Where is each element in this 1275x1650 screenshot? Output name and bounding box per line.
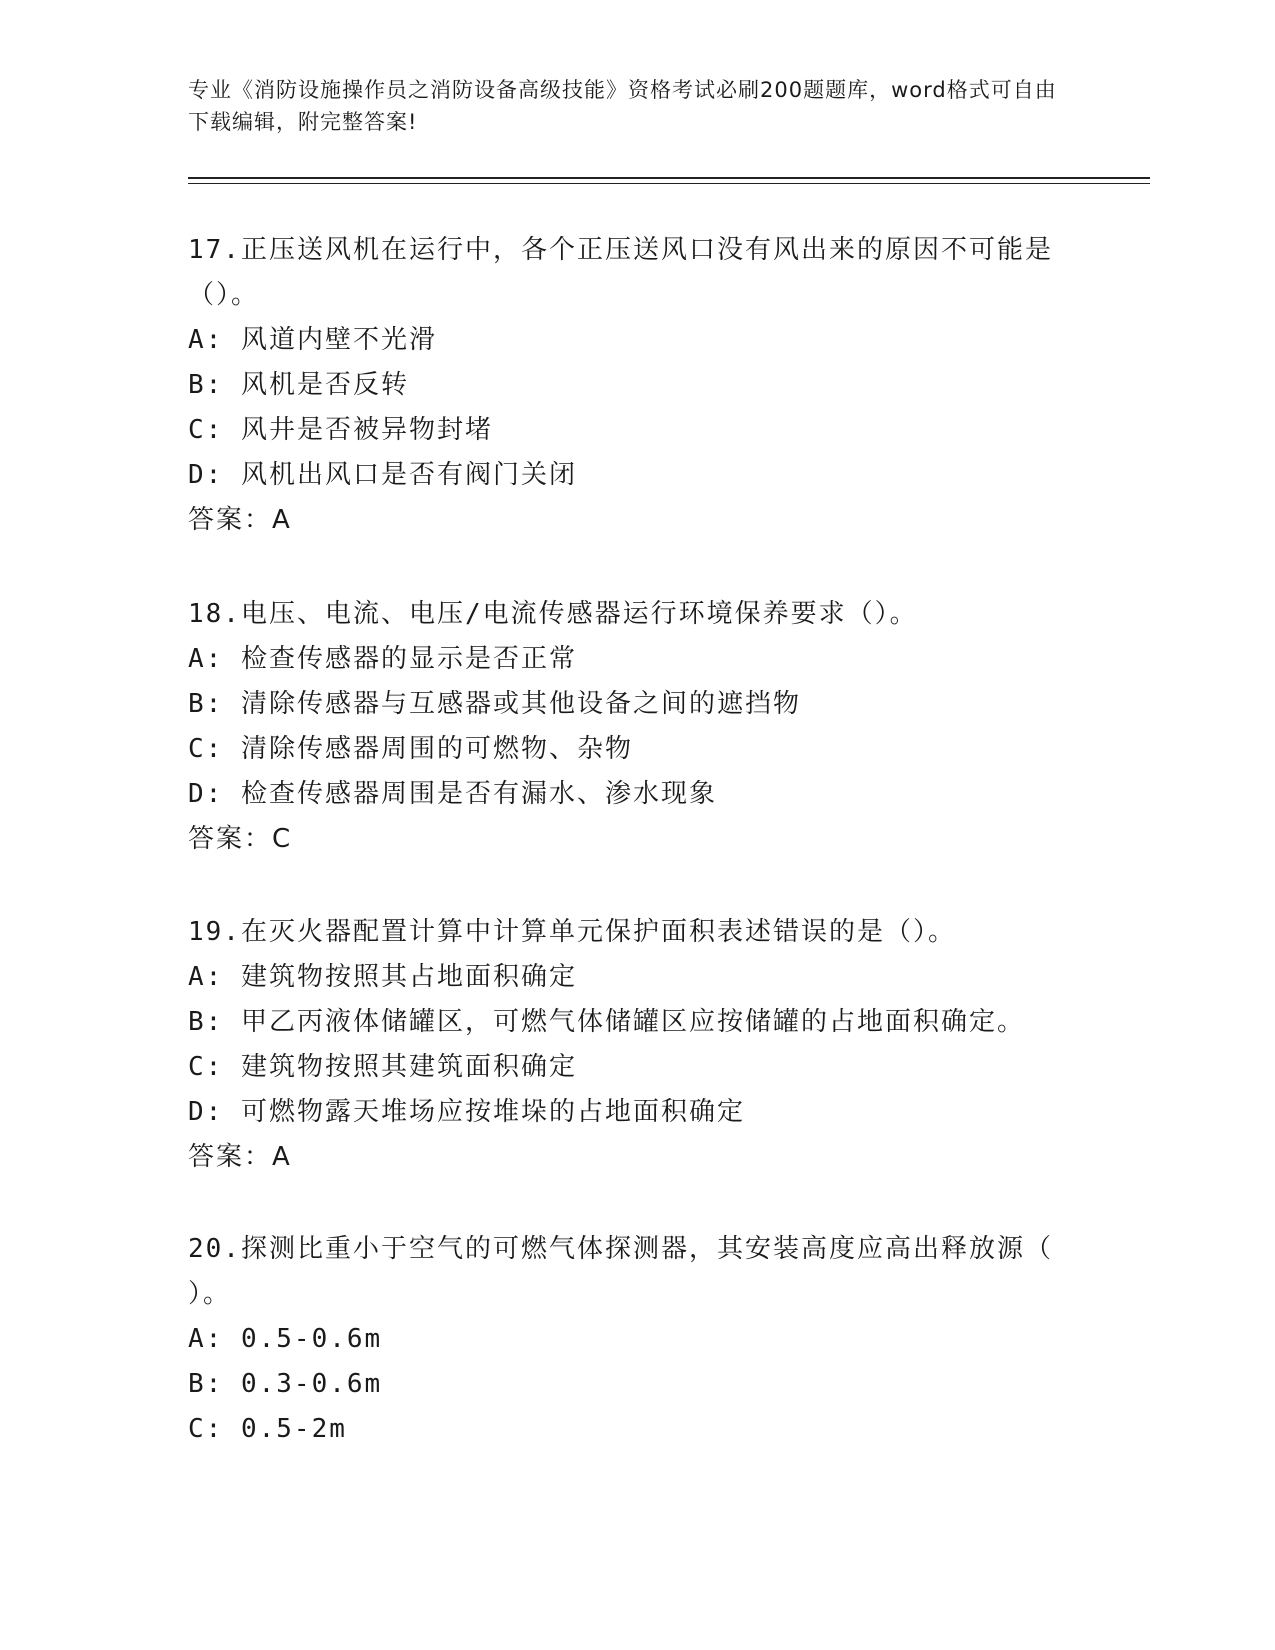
option-c: C: 0.5-2m	[188, 1414, 347, 1444]
question-19	[188, 910, 1088, 1180]
question-stem: 17.正压送风机在运行中，各个正压送风口没有风出来的原因不可能是	[188, 235, 1053, 265]
question-17	[188, 228, 1088, 543]
option-d: D: 可燃物露天堆场应按堆垛的占地面积确定	[188, 1097, 745, 1127]
header-intro-text: 专业《消防设施操作员之消防设备高级技能》资格考试必刷200题题库，word格式可自由下载编辑，附完整答案!	[188, 78, 1057, 134]
question-stem: 19.在灭火器配置计算中计算单元保护面积表述错误的是（）。	[188, 917, 956, 947]
option-a: A: 0.5-0.6m	[188, 1324, 383, 1354]
answer: 答案：A	[188, 505, 292, 535]
header-divider-thick	[188, 177, 1150, 179]
header-divider-thin	[188, 183, 1150, 184]
question-18	[188, 592, 1088, 862]
option-c: C: 建筑物按照其建筑面积确定	[188, 1052, 577, 1082]
question-stem: 18.电压、电流、电压/电流传感器运行环境保养要求（）。	[188, 599, 918, 629]
document-header	[188, 74, 1073, 138]
option-a: A: 建筑物按照其占地面积确定	[188, 962, 577, 992]
question-stem-continued: （）。	[188, 280, 260, 310]
question-20	[188, 1227, 1088, 1452]
option-b: B: 清除传感器与互感器或其他设备之间的遮挡物	[188, 689, 801, 719]
option-d: D: 风机出风口是否有阀门关闭	[188, 460, 577, 490]
question-stem-continued: ）。	[188, 1279, 232, 1309]
question-stem: 20.探测比重小于空气的可燃气体探测器，其安装高度应高出释放源（	[188, 1234, 1053, 1264]
option-b: B: 甲乙丙液体储罐区，可燃气体储罐区应按储罐的占地面积确定。	[188, 1007, 1025, 1037]
option-a: A: 风道内壁不光滑	[188, 325, 437, 355]
option-b: B: 0.3-0.6m	[188, 1369, 383, 1399]
option-c: C: 风井是否被异物封堵	[188, 415, 493, 445]
option-c: C: 清除传感器周围的可燃物、杂物	[188, 734, 633, 764]
option-d: D: 检查传感器周围是否有漏水、渗水现象	[188, 779, 717, 809]
option-b: B: 风机是否反转	[188, 370, 409, 400]
answer: 答案：C	[188, 824, 293, 854]
answer: 答案：A	[188, 1142, 292, 1172]
option-a: A: 检查传感器的显示是否正常	[188, 644, 577, 674]
